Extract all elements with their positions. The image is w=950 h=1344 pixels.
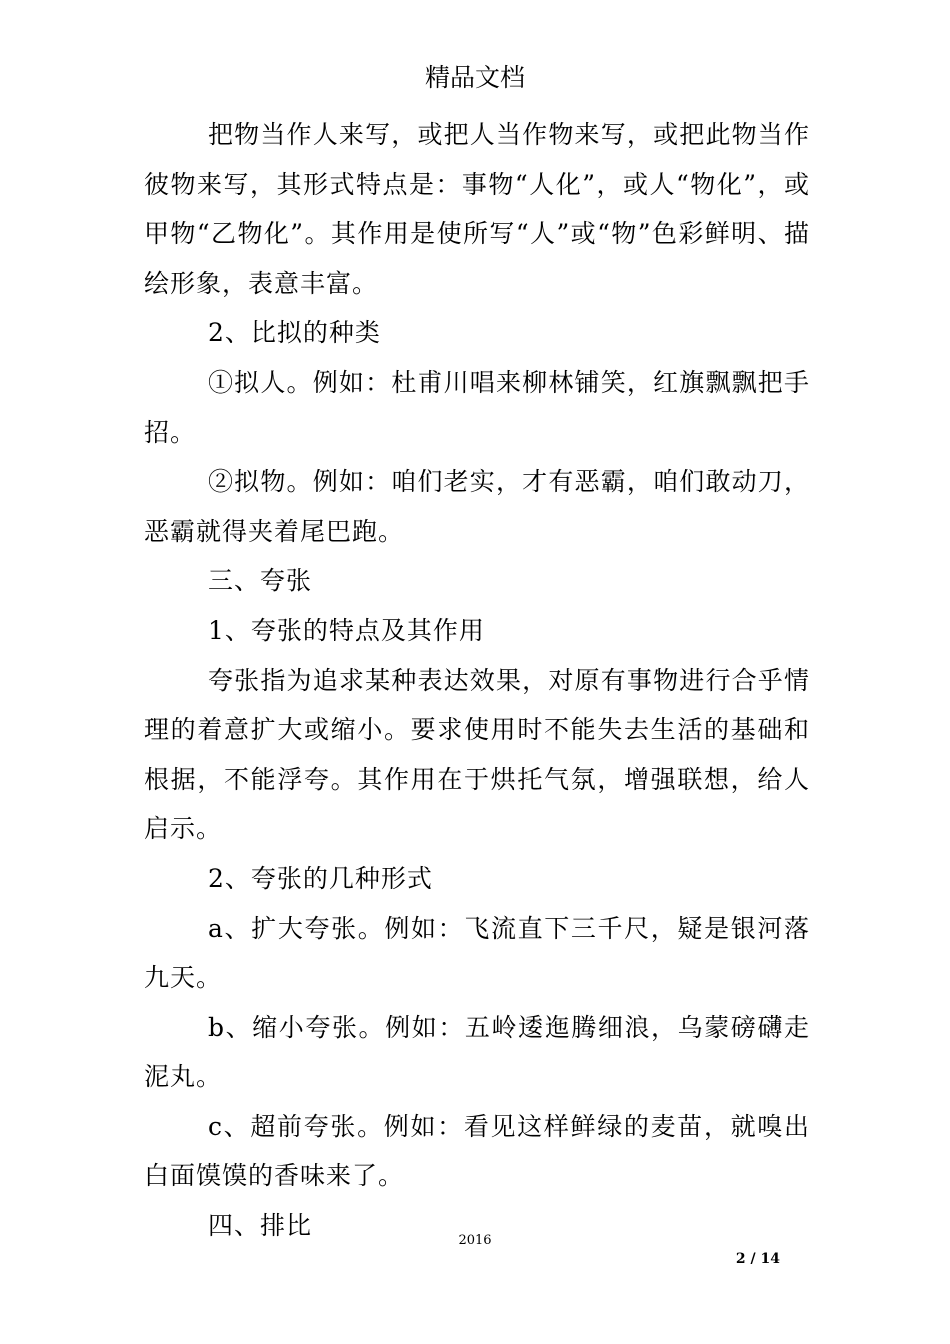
section-heading: 2、比拟的种类 [208,318,381,348]
page-number: 2 / 14 [735,1251,780,1267]
document-body [144,110,810,1251]
paragraph: b、缩小夸张。例如：五岭逶迤腾细浪，乌蒙磅礴走泥丸。 [144,1012,810,1092]
header-title: 精品文档 [424,63,525,92]
section-heading: 三、夸张 [208,566,313,596]
footer-year: 2016 [458,1233,492,1248]
section-heading: 1、夸张的特点及其作用 [208,615,485,645]
paragraph: 把物当作人来写，或把人当作物来写，或把此物当作彼物来写，其形式特点是：事物“人化”，或人“物化”，或甲物“乙物化”。其作用是使所写“人”或“物”色彩鲜明、描绘形象，表意丰富。 [144,120,810,298]
paragraph: ①拟人。例如：杜甫川唱来柳林铺笑，红旗飘飘把手招。 [144,367,810,447]
paragraph: 夸张指为追求某种表达效果，对原有事物进行合乎情理的着意扩大或缩小。要求使用时不能失去生活的基础和根据，不能浮夸。其作用在于烘托气氛，增强联想，给人启示。 [144,665,810,844]
section-heading: 2、夸张的几种形式 [208,863,433,893]
paragraph: a、扩大夸张。例如：飞流直下三千尺，疑是银河落九天。 [144,913,810,993]
section-heading: 四、排比 [208,1211,313,1241]
paragraph: ②拟物。例如：咱们老实，才有恶霸，咱们敢动刀，恶霸就得夹着尾巴跑。 [144,467,810,546]
paragraph: c、超前夸张。例如：看见这样鲜绿的麦苗，就嗅出白面馍馍的香味来了。 [144,1111,810,1191]
